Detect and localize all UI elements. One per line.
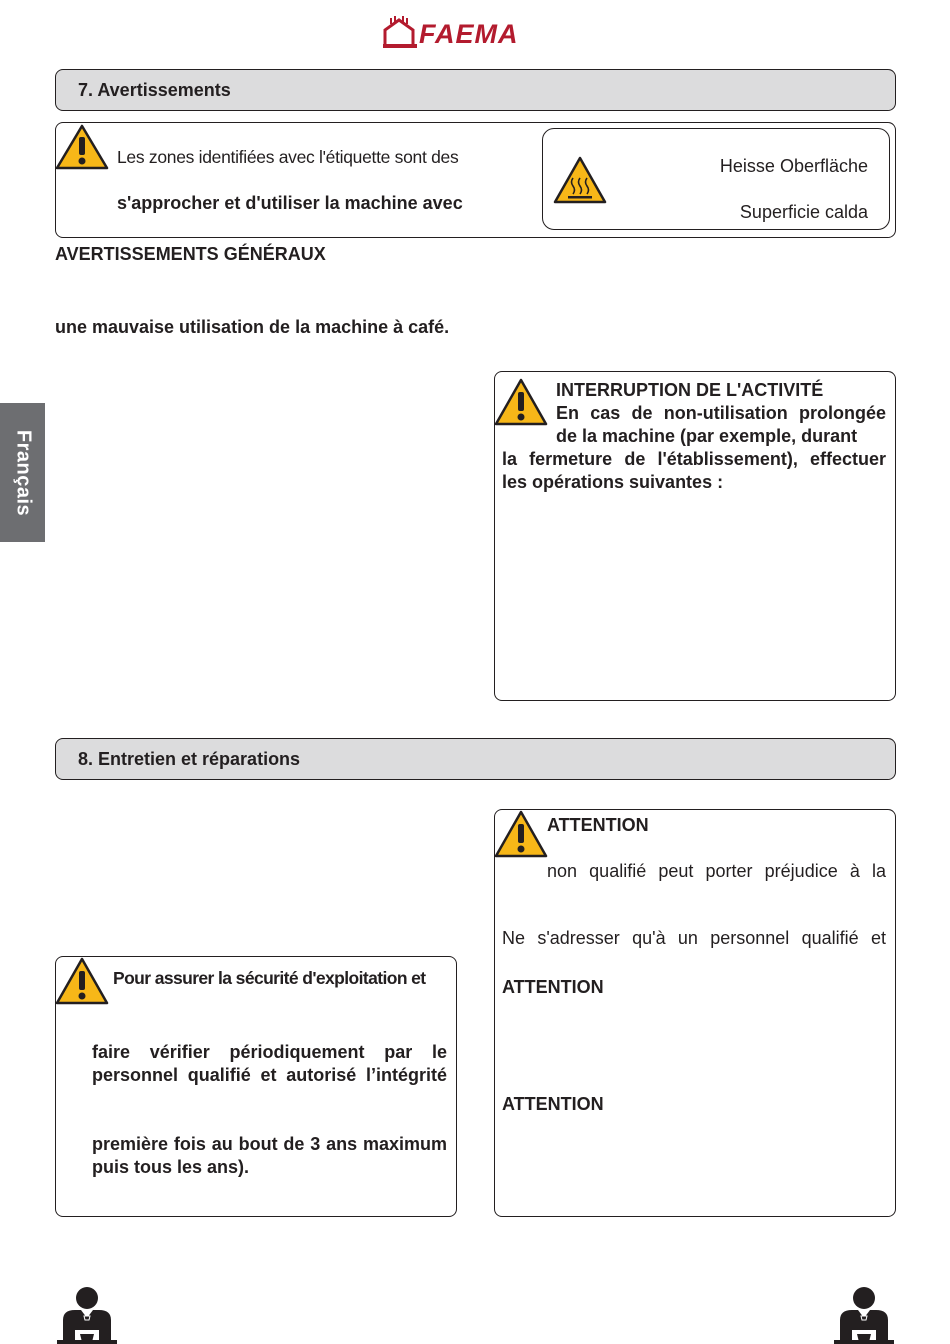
safety-line-3: première fois au bout de 3 ans maximum xyxy=(92,1134,447,1154)
barista-icon xyxy=(832,1286,896,1344)
general-warnings-title: AVERTISSEMENTS GÉNÉRAUX xyxy=(55,244,326,264)
attention-heading-3: ATTENTION xyxy=(502,1094,604,1114)
safety-line-1: faire vérifier périodiquement par le xyxy=(92,1042,447,1062)
faema-logo xyxy=(383,16,567,50)
safety-line-2: personnel qualifié et autorisé l’intégrité xyxy=(92,1065,447,1085)
safety-line-4: puis tous les ans). xyxy=(92,1157,250,1177)
barista-icon xyxy=(55,1286,119,1344)
attention-title: ATTENTION xyxy=(547,815,649,835)
section-8-header xyxy=(55,738,896,780)
hot-surface-icon xyxy=(553,156,607,204)
warning-icon xyxy=(55,124,109,170)
interruption-line-1: En cas de non-utilisation prolongée xyxy=(556,403,886,423)
attention-heading-2: ATTENTION xyxy=(502,977,604,997)
brand-name: FAEMA xyxy=(419,19,519,49)
interruption-line-2: de la machine (par exemple, durant xyxy=(556,426,858,446)
language-side-tab xyxy=(0,403,45,542)
general-warnings-line: une mauvaise utilisation de la machine à café. xyxy=(55,317,450,337)
interruption-title: INTERRUPTION DE L'ACTIVITÉ xyxy=(556,380,824,400)
warning-line-1: Les zones identifiées avec l'étiquette sont des xyxy=(117,147,459,167)
attention-line-2: Ne s'adresser qu'à un personnel qualifié et xyxy=(502,928,886,948)
label-italian: Superficie calda xyxy=(739,202,868,222)
warning-icon xyxy=(494,378,548,426)
label-german: Heisse Oberfläche xyxy=(719,156,868,176)
section-8-title: 8. Entretien et réparations xyxy=(78,749,301,769)
language-label: Français xyxy=(12,429,34,516)
attention-line-1: non qualifié peut porter préjudice à la xyxy=(547,861,886,881)
safety-title: Pour assurer la sécurité d'exploitation et xyxy=(113,968,426,988)
warning-line-2: s'approcher et d'utiliser la machine avec xyxy=(117,193,463,213)
section-7-title: 7. Avertissements xyxy=(78,80,231,100)
warning-icon xyxy=(494,810,548,858)
interruption-line-4: les opérations suivantes : xyxy=(502,472,724,492)
section-7-header xyxy=(55,69,896,111)
interruption-line-3: la fermeture de l'établissement), effectuer xyxy=(502,449,886,469)
warning-icon xyxy=(55,957,109,1005)
